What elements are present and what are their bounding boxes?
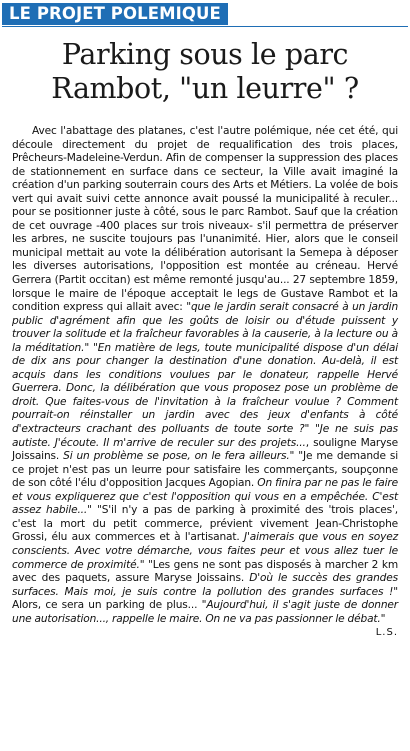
text-run: "Les gens ne sont pas disposés à marcher 2 km avec des paquets, assure Maryse Joissains. xyxy=(12,558,398,585)
quote-run: J'aimerais que vous en soyez conscients. Avec votre démarche, vous faites peur et vous allez tuer le commerce de proximité." xyxy=(12,531,398,571)
quote-run: "Aujourd'hui, il s'agit juste de donner une autorisation..., rappelle le maire. On ne va pas passionner le débat." xyxy=(12,599,399,625)
headline: Parking sous le parc Rambot, "un leurre" ? xyxy=(51,38,359,105)
article-body xyxy=(12,125,398,640)
kicker-rule xyxy=(2,26,408,27)
quote-run: On finira par ne pas le faire et vous expliquerez que c'est l'opposition qui vous en a empêchée. C'est assez habile..." xyxy=(12,477,398,517)
quote-run: D'où le succès des grandes surfaces. Mais moi, je suis contre la pollution des grandes surfaces !" xyxy=(12,572,398,598)
text-run: , souligne Maryse Joissains. xyxy=(12,436,398,463)
section-kicker: LE PROJET POLEMIQUE xyxy=(2,3,228,25)
text-run: "Je me demande si ce projet n'est pas un leurre pour satisfaire les commerçants, soupçonne de son côté l'élu d'opposition Jacques Agopian. xyxy=(12,450,398,490)
text-run: Alors, ce sera un parking de plus... xyxy=(12,599,202,612)
author-signature: L.S. xyxy=(375,627,398,639)
kicker-bar xyxy=(0,0,410,28)
quote-run: Si un problème se pose, on le fera ailleurs." xyxy=(63,450,295,463)
quote-run: "Je ne suis pas autiste. J'écoute. Il m'arrive de reculer sur des projets... xyxy=(12,423,398,449)
quote-run: "que le jardin serait consacré à un jardin public d'agrément afin que les goûts de loisir ou d'étude puissent y trouver la solitude et la fraîcheur favorables à la causerie, à la lecture ou à la méditation." "En matière de legs, toute municipalité dispose d'un délai de dix ans pour changer la destination d'une donation. Au-delà, il est acquis dans les conditions voulues par le donateur, rappelle Hervé Guerrera. Donc, la délibération que vous proposez pose un problème de droit. Que faites-vous de l'invitation à la fraîcheur voulue ? Comment pourrait-on réinstaller un jardin avec des jeux d'enfants à côté d'extracteurs crachant des polluants de toute sorte ?" xyxy=(12,301,399,436)
text-run: "S'il n'y a pas de parking à proximité des 'trois places', c'est la mort du petit commerce, prévient vivement Jean-Christophe Grossi, élu aux commerces et à l'artisanat. xyxy=(12,504,398,544)
text-run: Avec l'abattage des platanes, c'est l'autre polémique, née cet été, qui découle directement du projet de requalification des trois places, Prêcheurs-Madeleine-Verdun. Afin de compenser la suppression des places de stationnement en surface dans ce secteur, la Ville avait imaginé la création d'un parking souterrain cours des Arts et Métiers. La volée de bois vert qui avait suivi cette annonce avait poussé la municipalité à reculer... pour se positionner juste à côté, sous le parc Rambot. Sauf que la création de cet ouvrage -400 places sur trois niveaux- s'il permettra de préserver les arbres, ne suscite toujours pas l'unanimité. Hier, alors que le conseil municipal mettait au vote la délibération autorisant la Semepa à déposer les diverses autorisations, l'opposition est montée au créneau. Hervé Gerrera (Partit occitan) est même remonté jusqu'au... 27 septembre 1859, lorsque le maire de l'époque acceptait le legs de Gustave Rambot et la condition express qui allait avec: xyxy=(12,125,398,314)
